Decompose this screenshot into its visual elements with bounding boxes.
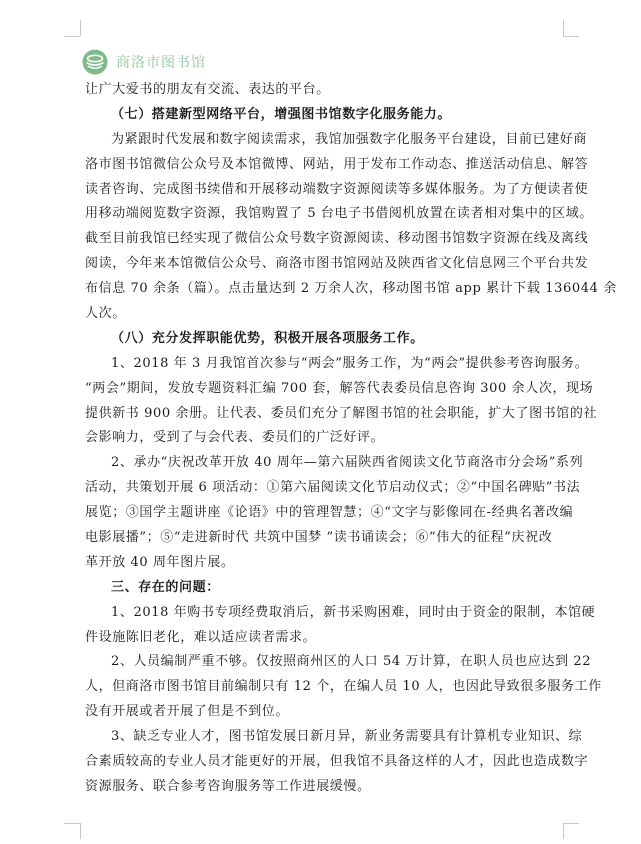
paragraph-line: 电影展播”；⑤“走进新时代 共筑中国梦 ”读书诵读会；⑥“伟大的征程”庆祝改 <box>85 530 553 546</box>
paragraph-line: 人次。 <box>85 306 126 322</box>
crop-mark <box>64 36 80 37</box>
paragraph-line: 革开放 40 周年图片展。 <box>85 554 235 570</box>
crop-mark <box>563 20 564 36</box>
paragraph-line: 洛市图书馆微信公众号及本馆微博、网站，用于发布工作动态、推送活动信息、解答 <box>85 156 589 172</box>
paragraph-line: 截至目前我馆已经实现了微信公众号数字资源阅读、移动图书馆数字资源在线及离线 <box>85 231 589 247</box>
crop-mark <box>80 823 81 839</box>
library-logo-icon <box>82 49 108 75</box>
section-heading-line: （七）搭建新型网络平台，增强图书馆数字化服务能力。 <box>111 106 452 122</box>
paragraph-line: 2、承办“庆祝改革开放 40 周年—第六届陕西省阅读文化节商洛市分会场”系列 <box>111 455 584 471</box>
paragraph-line: 资源服务、联合参考咨询服务等工作进展缓慢。 <box>85 778 371 794</box>
paragraph-line: 1、2018 年购书专项经费取消后，新书采购困难，同时由于资金的限制，本馆硬 <box>111 604 596 620</box>
section-heading-line: （八）充分发挥职能优势，积极开展各项服务工作。 <box>111 330 424 346</box>
paragraph-line: 2、人员编制严重不够。仅按照商州区的人口 54 万计算，在职人员也应达到 22 <box>111 654 592 670</box>
paragraph-line: 件设施陈旧老化，难以适应读者需求。 <box>85 629 317 645</box>
section-heading-line: 三、存在的问题： <box>111 579 220 595</box>
crop-mark <box>80 20 81 36</box>
crop-mark <box>563 823 564 839</box>
paragraph-line: 阅读，今年来本馆微信公众号、商洛市图书馆网站及陕西省文化信息网三个平台共发 <box>85 256 589 272</box>
paragraph-line: “两会”期间，发放专题资料汇编 700 套，解答代表委员信息咨询 300 余人次，现场 <box>85 380 594 396</box>
paragraph-line: 用移动端阅览数字资源，我馆购置了 5 台电子书借阅机放置在读者相对集中的区域。 <box>85 206 593 222</box>
crop-mark <box>64 823 80 824</box>
paragraph-line: 读者咨询、完成图书续借和开展移动端数字资源阅读等多媒体服务。为了方便读者使 <box>85 181 589 197</box>
paragraph-line: 展览；③国学主题讲座《论语》中的管理智慧；④“文字与影像同在-经典名著改编 <box>85 505 574 521</box>
document-body <box>85 78 617 800</box>
paragraph-line: 为紧跟时代发展和数字阅读需求，我馆加强数字化服务平台建设，目前已建好商 <box>111 131 588 147</box>
paragraph-line: 没有开展或者开展了但是不到位。 <box>85 704 290 720</box>
paragraph-line: 布信息 70 余条（篇）。点击量达到 2 万余人次，移动图书馆 app 累计下载 136044 余 <box>85 281 617 297</box>
paragraph-line: 人，但商洛市图书馆目前编制只有 12 个，在编人员 10 人，也因此导致很多服务工作 <box>85 679 602 695</box>
page-header <box>82 48 206 76</box>
crop-mark <box>563 36 579 37</box>
paragraph-line: 提供新书 900 余册。让代表、委员们充分了解图书馆的社会职能，扩大了图书馆的社 <box>85 405 598 421</box>
header-title: 商洛市图书馆 <box>116 55 206 71</box>
paragraph-line: 3、缺乏专业人才，图书馆发展日新月异，新业务需要具有计算机专业知识、综 <box>111 729 583 745</box>
paragraph-line: 活动，共策划开展 6 项活动：①第六届阅读文化节启动仪式；②“中国名碑贴”书法 <box>85 480 581 496</box>
paragraph-line: 1、2018 年 3 月我馆首次参与“两会”服务工作，为“两会”提供参考咨询服务。 <box>111 355 589 371</box>
paragraph-line: 会影响力，受到了与会代表、委员们的广泛好评。 <box>85 430 385 446</box>
paragraph-line: 让广大爱书的朋友有交流、表达的平台。 <box>85 82 330 97</box>
paragraph-line: 合素质较高的专业人员才能更好的开展，但我馆不具备这样的人才，因此也造成数字 <box>85 754 589 770</box>
crop-mark <box>563 823 579 824</box>
